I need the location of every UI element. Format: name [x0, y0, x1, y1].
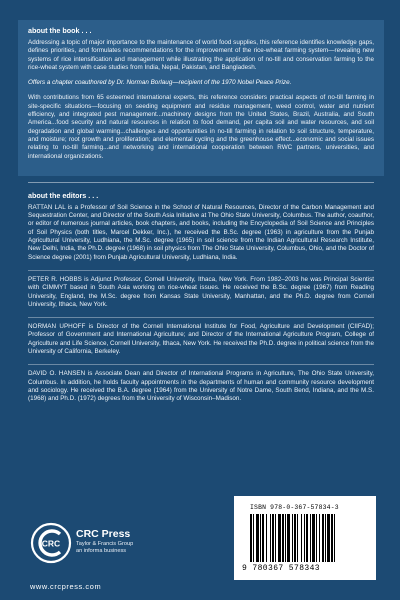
barcode-bar	[310, 514, 311, 562]
about-book-section	[18, 20, 384, 176]
editor-bio-lal	[28, 204, 374, 262]
barcode-bar	[304, 514, 305, 562]
barcode-bar	[297, 514, 298, 562]
editor-bio-text: NORMAN UPHOFF is Director of the Cornell International Institute for Food, Agriculture and Development (CIIFAD); Professor of Government and International Agriculture; and Director of the International Agriculture Program, College of Agriculture and Life Science, Cornell University, Ithaca, New York. He received the Ph.D. degree in political science from the University of California, Berkeley.	[28, 323, 374, 356]
barcode-bar	[285, 514, 286, 562]
barcode-bar	[292, 514, 293, 562]
publisher-tagline: an informa business	[76, 548, 127, 554]
about-book-title: about the book . . .	[28, 26, 92, 35]
barcode-bar	[272, 514, 274, 562]
svg-text:CRC: CRC	[41, 538, 61, 549]
publisher-text	[76, 528, 133, 554]
editor-divider	[28, 364, 374, 365]
barcode-bar	[301, 514, 302, 562]
barcode-bar	[312, 514, 315, 562]
publisher-url[interactable]: www.crcpress.com	[30, 582, 102, 591]
barcode-bar	[294, 514, 296, 562]
editor-bio-text: PETER R. HOBBS is Adjunct Professor, Cornell University, Ithaca, New York. From 1982–2003 he was Principal Scientist with CIMMYT based in South Asia working on rice-wheat issues. He received the B.Sc. degree (1967) from Reading University, England, the M.Sc. degree from Kansas State University, Manhattan, and the Ph.D. degree from Cornell University, Ithaca, New York.	[28, 275, 374, 308]
crc-logo-icon	[30, 522, 72, 564]
barcode-bar	[316, 514, 317, 562]
cover-text	[28, 20, 374, 412]
barcode-bar	[256, 514, 259, 562]
barcode-bar	[282, 514, 284, 562]
barcode-bar	[266, 514, 267, 562]
barcode-bar	[253, 514, 254, 562]
cover-footer	[0, 486, 400, 600]
barcode-bar	[278, 514, 281, 562]
barcode-bar	[306, 514, 308, 562]
barcode-bar	[262, 514, 264, 562]
editor-bio-hansen	[28, 370, 374, 403]
borlaug-note: Offers a chapter coauthored by Dr. Norman Borlaug—recipient of the 1970 Nobel Peace Prize.	[28, 79, 292, 87]
editor-bio-text: RATTAN LAL is a Professor of Soil Science in the School of Natural Resources, Director of the Carbon Management and Sequestration Center, and Director of the South Asia Initiative at The Ohio State University, Columbus. The author, coauthor, or editor of numerous journal articles, book chapters, and books, including the Encyclopedia of Soil Science and Principles of Soil Physics (both titles, Marcel Dekker, Inc.), he received the B.Sc. degree (1963) in agriculture from the Punjab Agricultural University, Ludhiana, the M.Sc. degree (1965) in soil science from the Indian Agricultural Research Institute, New Delhi, India, the Ph.D. degree (1968) in soil physics from The Ohio State University, Columbus, Ohio, and the Doctor of Science degree (2001) from Punjab Agricultural University, Ludhiana, India.	[28, 203, 374, 261]
barcode-bar	[270, 514, 271, 562]
barcode-area	[234, 496, 376, 580]
barcode-bar	[275, 514, 276, 562]
isbn-label: ISBN 978-0-367-57834-3	[250, 504, 339, 511]
about-book-paragraph-2: With contributions from 65 esteemed international experts, this reference considers practical aspects of no-till farming in site-specific situations—focusing on seeding equipment and residue management, weed control, water and nutrient efficiency, and integrated pest management...machinery designs from the United States, Brazil, Australia, and South America...food security and natural resources in relation to food demand, per capita soil and water resources, and soil degradation and global warming...challenges and opportunities in no-till farming in relation to soil structure, temperature, and moisture; root growth and proliferation; and elemental cycling and the greenhouse effect...economic and social issues relating to no-till farming...and networking and international cooperation between RWC partners, universities, and international organizations.	[28, 94, 374, 160]
barcode-image	[250, 514, 362, 562]
barcode-bar	[250, 514, 252, 562]
barcode-bar	[260, 514, 261, 562]
about-editors-title: about the editors . . .	[28, 190, 99, 200]
barcode-bar	[334, 514, 335, 562]
barcode-bar	[331, 514, 333, 562]
publisher-name: CRC Press	[76, 528, 131, 540]
editor-bio-text: DAVID O. HANSEN is Associate Dean and Director of International Programs in Agriculture, The Ohio State University, Columbus. In addition, he holds faculty appointments in the departments of human and community resource development and sociology. He received the B.A. degree (1964) from the University of Notre Dame, South Bend, Indiana, and the M.S. (1968) and Ph.D. (1972) degrees from the University of Wisconsin–Madison.	[28, 370, 374, 403]
barcode-bar	[319, 514, 320, 562]
about-editors-section	[28, 191, 374, 404]
publisher-group: Taylor & Francis Group	[76, 541, 134, 547]
barcode-bar	[325, 514, 326, 562]
barcode-bar	[287, 514, 290, 562]
barcode-bar	[327, 514, 330, 562]
editor-bio-uphoff	[28, 323, 374, 356]
editor-bio-hobbs	[28, 276, 374, 309]
barcode-bar	[322, 514, 324, 562]
section-divider	[28, 182, 374, 183]
barcode-number: 9 780367 578343	[242, 564, 321, 573]
editor-divider	[28, 317, 374, 318]
editor-divider	[28, 270, 374, 271]
about-book-paragraph-1: Addressing a topic of major importance to the maintenance of world food supplies, this reference identifies knowledge gaps, defines priorities, and formulates recommendations for the improvement of the rice-wheat farming system—revealing new systems of rice intensification and management while illustrating the application of no-till and conservation farming to the rice-wheat system with case studies from India, Nepal, Pakistan, and Bangladesh.	[28, 39, 374, 71]
publisher-logo	[30, 522, 190, 582]
